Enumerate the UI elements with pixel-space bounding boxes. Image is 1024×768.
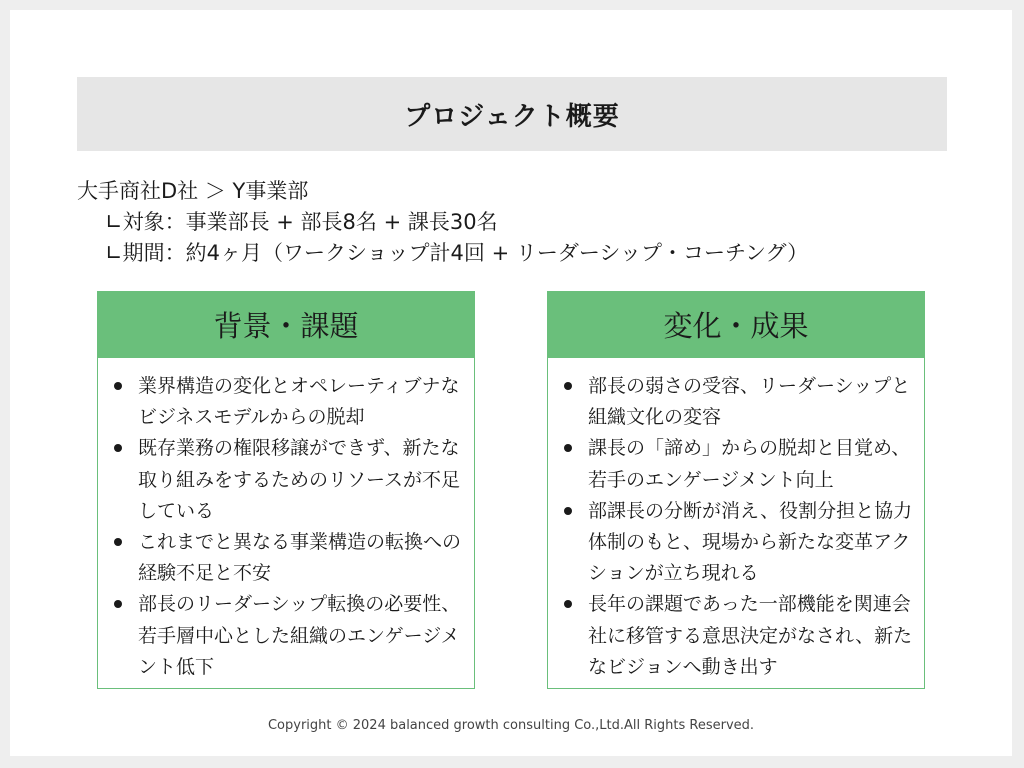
- list-item-text: 業界構造の変化とオペレーティブナなビジネスモデルからの脱却: [138, 375, 460, 429]
- list-item-text: 部長のリーダーシップ転換の必要性、若手層中心とした組織のエンゲージメント低下: [138, 593, 461, 678]
- project-overview: [77, 176, 957, 269]
- list-item-text: 既存業務の権限移譲ができず、新たな取り組みをするためのリソースが不足している: [138, 437, 461, 522]
- overview-period: ∟期間：約4ヶ月（ワークショップ計4回 + リーダーシップ・コーチング）: [105, 241, 809, 265]
- changes-results-box: [547, 291, 925, 689]
- page-title: プロジェクト概要: [404, 101, 620, 132]
- changes-results-list: [548, 358, 924, 683]
- list-item-text: これまでと異なる事業構造の転換への経験不足と不安: [138, 531, 462, 585]
- changes-results-header: 変化・成果: [548, 292, 924, 358]
- bullet-icon: [114, 382, 122, 390]
- list-item-text: 課長の「諦め」からの脱却と目覚め、若手のエンゲージメント向上: [588, 437, 911, 491]
- bullet-icon: [114, 538, 122, 546]
- list-item-text: 長年の課題であった一部機能を関連会社に移管する意思決定がなされ、新たなビジョンへ動き出す: [588, 593, 913, 678]
- bullet-icon: [114, 600, 122, 608]
- overview-target: ∟対象：事業部長 + 部長8名 + 課長30名: [105, 210, 498, 234]
- list-item: [588, 496, 914, 590]
- list-item: [588, 371, 914, 433]
- background-issues-header: 背景・課題: [98, 292, 474, 358]
- bullet-icon: [564, 600, 572, 608]
- overview-client: 大手商社D社 ＞ Y事業部: [77, 179, 309, 203]
- list-item: [138, 589, 464, 683]
- bullet-icon: [564, 382, 572, 390]
- list-item-text: 部長の弱さの受容、リーダーシップと組織文化の変容: [588, 375, 911, 429]
- slide: [10, 10, 1012, 756]
- bullet-icon: [564, 444, 572, 452]
- list-item: [138, 371, 464, 433]
- bullet-icon: [114, 444, 122, 452]
- background-issues-box: [97, 291, 475, 689]
- list-item: [588, 433, 914, 495]
- copyright-footer: Copyright © 2024 balanced growth consulting Co.,Ltd.All Rights Reserved.: [267, 718, 755, 733]
- list-item: [138, 527, 464, 589]
- list-item: [588, 589, 914, 683]
- title-bar: [77, 77, 947, 151]
- background-issues-list: [98, 358, 474, 683]
- bullet-icon: [564, 507, 572, 515]
- list-item-text: 部課長の分断が消え、役割分担と協力体制のもと、現場から新たな変革アクションが立ち現れる: [588, 499, 913, 585]
- list-item: [138, 433, 464, 527]
